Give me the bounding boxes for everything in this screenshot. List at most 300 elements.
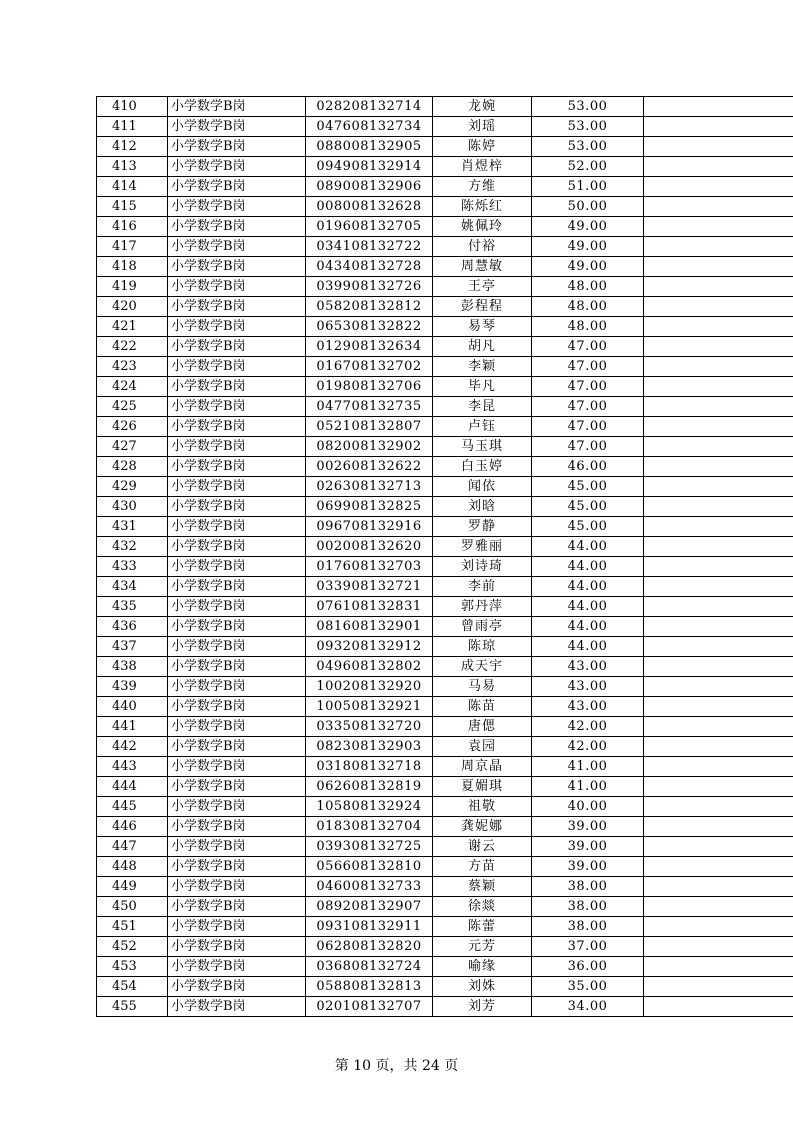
rank-cell: 444 <box>97 777 168 797</box>
score-cell: 45.00 <box>532 517 644 537</box>
exam-id-cell: 100508132921 <box>306 697 433 717</box>
rank-cell: 434 <box>97 577 168 597</box>
remark-cell <box>644 437 793 457</box>
table-row <box>97 737 793 757</box>
table-row <box>97 777 793 797</box>
position-cell: 小学数学B岗 <box>168 997 306 1017</box>
table-row <box>97 137 793 157</box>
score-cell: 47.00 <box>532 417 644 437</box>
table-row <box>97 377 793 397</box>
table-row <box>97 797 793 817</box>
score-cell: 48.00 <box>532 277 644 297</box>
score-cell: 44.00 <box>532 537 644 557</box>
position-cell: 小学数学B岗 <box>168 637 306 657</box>
remark-cell <box>644 237 793 257</box>
name-cell: 李前 <box>433 577 532 597</box>
score-cell: 44.00 <box>532 577 644 597</box>
rank-cell: 413 <box>97 157 168 177</box>
remark-cell <box>644 377 793 397</box>
rank-cell: 442 <box>97 737 168 757</box>
score-cell: 34.00 <box>532 997 644 1017</box>
remark-cell <box>644 597 793 617</box>
exam-id-cell: 069908132825 <box>306 497 433 517</box>
position-cell: 小学数学B岗 <box>168 297 306 317</box>
table-row <box>97 757 793 777</box>
exam-id-cell: 019808132706 <box>306 377 433 397</box>
position-cell: 小学数学B岗 <box>168 877 306 897</box>
table-row <box>97 257 793 277</box>
position-cell: 小学数学B岗 <box>168 657 306 677</box>
rank-cell: 423 <box>97 357 168 377</box>
score-cell: 40.00 <box>532 797 644 817</box>
score-cell: 49.00 <box>532 237 644 257</box>
name-cell: 刘诗琦 <box>433 557 532 577</box>
table-row <box>97 957 793 977</box>
position-cell: 小学数学B岗 <box>168 977 306 997</box>
position-cell: 小学数学B岗 <box>168 197 306 217</box>
position-cell: 小学数学B岗 <box>168 417 306 437</box>
name-cell: 易琴 <box>433 317 532 337</box>
name-cell: 陈烁红 <box>433 197 532 217</box>
score-cell: 44.00 <box>532 557 644 577</box>
rank-cell: 426 <box>97 417 168 437</box>
table-row <box>97 537 793 557</box>
exam-id-cell: 002008132620 <box>306 537 433 557</box>
score-cell: 52.00 <box>532 157 644 177</box>
score-cell: 47.00 <box>532 377 644 397</box>
exam-id-cell: 012908132634 <box>306 337 433 357</box>
remark-cell <box>644 737 793 757</box>
score-cell: 48.00 <box>532 317 644 337</box>
rank-cell: 448 <box>97 857 168 877</box>
table-row <box>97 97 793 117</box>
remark-cell <box>644 777 793 797</box>
table-row <box>97 297 793 317</box>
score-cell: 45.00 <box>532 477 644 497</box>
remark-cell <box>644 497 793 517</box>
rank-cell: 418 <box>97 257 168 277</box>
position-cell: 小学数学B岗 <box>168 937 306 957</box>
position-cell: 小学数学B岗 <box>168 597 306 617</box>
remark-cell <box>644 797 793 817</box>
table-row <box>97 117 793 137</box>
exam-id-cell: 047608132734 <box>306 117 433 137</box>
exam-id-cell: 081608132901 <box>306 617 433 637</box>
exam-id-cell: 019608132705 <box>306 217 433 237</box>
name-cell: 袁园 <box>433 737 532 757</box>
name-cell: 周京晶 <box>433 757 532 777</box>
position-cell: 小学数学B岗 <box>168 97 306 117</box>
position-cell: 小学数学B岗 <box>168 757 306 777</box>
remark-cell <box>644 757 793 777</box>
remark-cell <box>644 977 793 997</box>
name-cell: 罗雅丽 <box>433 537 532 557</box>
table-row <box>97 317 793 337</box>
name-cell: 刘晗 <box>433 497 532 517</box>
table-row <box>97 157 793 177</box>
position-cell: 小学数学B岗 <box>168 337 306 357</box>
exam-id-cell: 056608132810 <box>306 857 433 877</box>
position-cell: 小学数学B岗 <box>168 917 306 937</box>
rank-cell: 433 <box>97 557 168 577</box>
name-cell: 方苗 <box>433 857 532 877</box>
name-cell: 白玉婷 <box>433 457 532 477</box>
rank-cell: 443 <box>97 757 168 777</box>
remark-cell <box>644 397 793 417</box>
position-cell: 小学数学B岗 <box>168 517 306 537</box>
name-cell: 李昆 <box>433 397 532 417</box>
score-cell: 37.00 <box>532 937 644 957</box>
table-row <box>97 717 793 737</box>
position-cell: 小学数学B岗 <box>168 957 306 977</box>
remark-cell <box>644 837 793 857</box>
remark-cell <box>644 697 793 717</box>
exam-id-cell: 046008132733 <box>306 877 433 897</box>
rank-cell: 451 <box>97 917 168 937</box>
remark-cell <box>644 277 793 297</box>
score-cell: 44.00 <box>532 617 644 637</box>
rank-cell: 445 <box>97 797 168 817</box>
score-cell: 47.00 <box>532 357 644 377</box>
exam-id-cell: 093208132912 <box>306 637 433 657</box>
remark-cell <box>644 457 793 477</box>
score-cell: 47.00 <box>532 337 644 357</box>
rank-cell: 447 <box>97 837 168 857</box>
score-cell: 46.00 <box>532 457 644 477</box>
table-row <box>97 437 793 457</box>
exam-id-cell: 089208132907 <box>306 897 433 917</box>
exam-id-cell: 008008132628 <box>306 197 433 217</box>
name-cell: 龚妮娜 <box>433 817 532 837</box>
exam-id-cell: 049608132802 <box>306 657 433 677</box>
exam-id-cell: 028208132714 <box>306 97 433 117</box>
table-row <box>97 877 793 897</box>
score-cell: 44.00 <box>532 637 644 657</box>
name-cell: 卢钰 <box>433 417 532 437</box>
results-table-body <box>97 97 793 1017</box>
name-cell: 喻缘 <box>433 957 532 977</box>
table-row <box>97 517 793 537</box>
remark-cell <box>644 97 793 117</box>
exam-id-cell: 016708132702 <box>306 357 433 377</box>
exam-id-cell: 100208132920 <box>306 677 433 697</box>
name-cell: 唐偲 <box>433 717 532 737</box>
remark-cell <box>644 577 793 597</box>
name-cell: 蔡颖 <box>433 877 532 897</box>
remark-cell <box>644 897 793 917</box>
table-row <box>97 277 793 297</box>
exam-id-cell: 002608132622 <box>306 457 433 477</box>
position-cell: 小学数学B岗 <box>168 157 306 177</box>
remark-cell <box>644 617 793 637</box>
table-row <box>97 697 793 717</box>
table-row <box>97 617 793 637</box>
table-row <box>97 637 793 657</box>
position-cell: 小学数学B岗 <box>168 497 306 517</box>
table-row <box>97 217 793 237</box>
rank-cell: 417 <box>97 237 168 257</box>
exam-id-cell: 094908132914 <box>306 157 433 177</box>
score-cell: 48.00 <box>532 297 644 317</box>
score-cell: 42.00 <box>532 717 644 737</box>
remark-cell <box>644 417 793 437</box>
position-cell: 小学数学B岗 <box>168 777 306 797</box>
remark-cell <box>644 537 793 557</box>
remark-cell <box>644 257 793 277</box>
position-cell: 小学数学B岗 <box>168 837 306 857</box>
name-cell: 徐燚 <box>433 897 532 917</box>
table-row <box>97 997 793 1017</box>
position-cell: 小学数学B岗 <box>168 537 306 557</box>
score-cell: 47.00 <box>532 397 644 417</box>
score-cell: 38.00 <box>532 897 644 917</box>
score-cell: 49.00 <box>532 257 644 277</box>
exam-id-cell: 039908132726 <box>306 277 433 297</box>
name-cell: 祖敬 <box>433 797 532 817</box>
rank-cell: 428 <box>97 457 168 477</box>
position-cell: 小学数学B岗 <box>168 137 306 157</box>
page-footer: 第 10 页，共 24 页 <box>334 1058 459 1074</box>
rank-cell: 454 <box>97 977 168 997</box>
table-row <box>97 457 793 477</box>
score-cell: 43.00 <box>532 697 644 717</box>
remark-cell <box>644 917 793 937</box>
name-cell: 陈蕾 <box>433 917 532 937</box>
rank-cell: 412 <box>97 137 168 157</box>
name-cell: 方维 <box>433 177 532 197</box>
rank-cell: 419 <box>97 277 168 297</box>
name-cell: 成天宇 <box>433 657 532 677</box>
rank-cell: 439 <box>97 677 168 697</box>
name-cell: 郭丹萍 <box>433 597 532 617</box>
score-cell: 51.00 <box>532 177 644 197</box>
exam-id-cell: 062808132820 <box>306 937 433 957</box>
score-cell: 42.00 <box>532 737 644 757</box>
table-row <box>97 417 793 437</box>
rank-cell: 430 <box>97 497 168 517</box>
score-cell: 39.00 <box>532 837 644 857</box>
exam-id-cell: 058208132812 <box>306 297 433 317</box>
remark-cell <box>644 717 793 737</box>
results-sheet <box>96 96 785 1017</box>
name-cell: 肖煜梓 <box>433 157 532 177</box>
name-cell: 闻依 <box>433 477 532 497</box>
position-cell: 小学数学B岗 <box>168 317 306 337</box>
position-cell: 小学数学B岗 <box>168 217 306 237</box>
remark-cell <box>644 137 793 157</box>
rank-cell: 420 <box>97 297 168 317</box>
table-row <box>97 677 793 697</box>
rank-cell: 436 <box>97 617 168 637</box>
name-cell: 罗静 <box>433 517 532 537</box>
score-cell: 49.00 <box>532 217 644 237</box>
exam-id-cell: 018308132704 <box>306 817 433 837</box>
exam-id-cell: 034108132722 <box>306 237 433 257</box>
position-cell: 小学数学B岗 <box>168 617 306 637</box>
exam-id-cell: 105808132924 <box>306 797 433 817</box>
rank-cell: 452 <box>97 937 168 957</box>
score-cell: 43.00 <box>532 677 644 697</box>
position-cell: 小学数学B岗 <box>168 357 306 377</box>
score-cell: 38.00 <box>532 917 644 937</box>
remark-cell <box>644 657 793 677</box>
name-cell: 李颖 <box>433 357 532 377</box>
name-cell: 付裕 <box>433 237 532 257</box>
position-cell: 小学数学B岗 <box>168 477 306 497</box>
remark-cell <box>644 957 793 977</box>
exam-id-cell: 096708132916 <box>306 517 433 537</box>
rank-cell: 416 <box>97 217 168 237</box>
table-row <box>97 977 793 997</box>
table-row <box>97 837 793 857</box>
exam-id-cell: 033908132721 <box>306 577 433 597</box>
table-row <box>97 477 793 497</box>
name-cell: 谢云 <box>433 837 532 857</box>
score-cell: 41.00 <box>532 777 644 797</box>
remark-cell <box>644 997 793 1017</box>
position-cell: 小学数学B岗 <box>168 717 306 737</box>
position-cell: 小学数学B岗 <box>168 677 306 697</box>
table-row <box>97 397 793 417</box>
exam-id-cell: 017608132703 <box>306 557 433 577</box>
table-row <box>97 197 793 217</box>
position-cell: 小学数学B岗 <box>168 257 306 277</box>
table-row <box>97 937 793 957</box>
remark-cell <box>644 517 793 537</box>
table-row <box>97 177 793 197</box>
table-row <box>97 497 793 517</box>
rank-cell: 449 <box>97 877 168 897</box>
score-cell: 43.00 <box>532 657 644 677</box>
exam-id-cell: 082008132902 <box>306 437 433 457</box>
remark-cell <box>644 297 793 317</box>
exam-id-cell: 043408132728 <box>306 257 433 277</box>
name-cell: 夏媚琪 <box>433 777 532 797</box>
score-cell: 47.00 <box>532 437 644 457</box>
rank-cell: 446 <box>97 817 168 837</box>
table-row <box>97 917 793 937</box>
rank-cell: 438 <box>97 657 168 677</box>
exam-id-cell: 036808132724 <box>306 957 433 977</box>
position-cell: 小学数学B岗 <box>168 237 306 257</box>
exam-id-cell: 065308132822 <box>306 317 433 337</box>
remark-cell <box>644 817 793 837</box>
position-cell: 小学数学B岗 <box>168 897 306 917</box>
exam-id-cell: 062608132819 <box>306 777 433 797</box>
table-row <box>97 557 793 577</box>
exam-id-cell: 020108132707 <box>306 997 433 1017</box>
name-cell: 刘姝 <box>433 977 532 997</box>
table-row <box>97 897 793 917</box>
position-cell: 小学数学B岗 <box>168 457 306 477</box>
rank-cell: 429 <box>97 477 168 497</box>
results-table <box>96 96 793 1017</box>
table-row <box>97 857 793 877</box>
remark-cell <box>644 157 793 177</box>
rank-cell: 421 <box>97 317 168 337</box>
remark-cell <box>644 937 793 957</box>
name-cell: 马玉琪 <box>433 437 532 457</box>
name-cell: 刘瑶 <box>433 117 532 137</box>
name-cell: 曾雨亭 <box>433 617 532 637</box>
position-cell: 小学数学B岗 <box>168 797 306 817</box>
exam-id-cell: 089008132906 <box>306 177 433 197</box>
rank-cell: 415 <box>97 197 168 217</box>
name-cell: 毕凡 <box>433 377 532 397</box>
rank-cell: 410 <box>97 97 168 117</box>
position-cell: 小学数学B岗 <box>168 857 306 877</box>
remark-cell <box>644 877 793 897</box>
exam-id-cell: 058808132813 <box>306 977 433 997</box>
remark-cell <box>644 857 793 877</box>
rank-cell: 427 <box>97 437 168 457</box>
rank-cell: 453 <box>97 957 168 977</box>
score-cell: 39.00 <box>532 817 644 837</box>
name-cell: 元芳 <box>433 937 532 957</box>
rank-cell: 424 <box>97 377 168 397</box>
table-row <box>97 577 793 597</box>
name-cell: 胡凡 <box>433 337 532 357</box>
name-cell: 陈婷 <box>433 137 532 157</box>
rank-cell: 440 <box>97 697 168 717</box>
exam-id-cell: 026308132713 <box>306 477 433 497</box>
remark-cell <box>644 217 793 237</box>
position-cell: 小学数学B岗 <box>168 817 306 837</box>
score-cell: 35.00 <box>532 977 644 997</box>
name-cell: 陈琼 <box>433 637 532 657</box>
exam-id-cell: 039308132725 <box>306 837 433 857</box>
position-cell: 小学数学B岗 <box>168 397 306 417</box>
rank-cell: 431 <box>97 517 168 537</box>
position-cell: 小学数学B岗 <box>168 117 306 137</box>
remark-cell <box>644 637 793 657</box>
name-cell: 王亭 <box>433 277 532 297</box>
name-cell: 周慧敏 <box>433 257 532 277</box>
remark-cell <box>644 197 793 217</box>
exam-id-cell: 093108132911 <box>306 917 433 937</box>
score-cell: 38.00 <box>532 877 644 897</box>
score-cell: 53.00 <box>532 97 644 117</box>
score-cell: 36.00 <box>532 957 644 977</box>
table-row <box>97 237 793 257</box>
exam-id-cell: 052108132807 <box>306 417 433 437</box>
rank-cell: 437 <box>97 637 168 657</box>
rank-cell: 425 <box>97 397 168 417</box>
exam-id-cell: 088008132905 <box>306 137 433 157</box>
name-cell: 陈苗 <box>433 697 532 717</box>
position-cell: 小学数学B岗 <box>168 577 306 597</box>
exam-id-cell: 031808132718 <box>306 757 433 777</box>
rank-cell: 411 <box>97 117 168 137</box>
rank-cell: 414 <box>97 177 168 197</box>
score-cell: 44.00 <box>532 597 644 617</box>
rank-cell: 450 <box>97 897 168 917</box>
name-cell: 马易 <box>433 677 532 697</box>
table-row <box>97 357 793 377</box>
remark-cell <box>644 677 793 697</box>
table-row <box>97 597 793 617</box>
table-row <box>97 657 793 677</box>
exam-id-cell: 033508132720 <box>306 717 433 737</box>
exam-id-cell: 076108132831 <box>306 597 433 617</box>
remark-cell <box>644 477 793 497</box>
position-cell: 小学数学B岗 <box>168 377 306 397</box>
score-cell: 39.00 <box>532 857 644 877</box>
score-cell: 50.00 <box>532 197 644 217</box>
remark-cell <box>644 317 793 337</box>
remark-cell <box>644 337 793 357</box>
score-cell: 45.00 <box>532 497 644 517</box>
